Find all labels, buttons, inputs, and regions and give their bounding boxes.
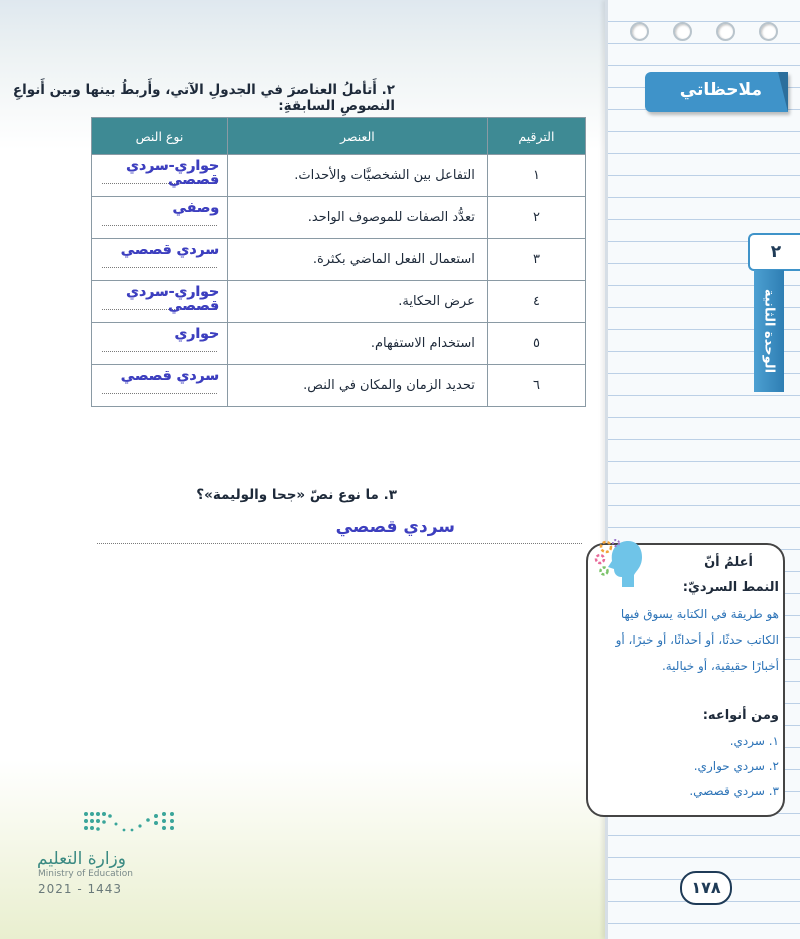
know-types-list — [689, 729, 779, 804]
answer-cell[interactable] — [92, 155, 228, 197]
binder-hole-icon — [673, 22, 692, 41]
know-types-heading: ومن أنواعه: — [702, 708, 779, 723]
ministry-name-english: Ministry of Education — [38, 869, 133, 879]
binder-hole-icon — [759, 22, 778, 41]
edition-year: 2021 - 1443 — [38, 882, 123, 896]
list-item: ٣. سردي قصصي. — [689, 784, 779, 798]
handwritten-answer: حواري — [174, 326, 219, 342]
handwritten-answer: وصفي — [172, 200, 219, 216]
header-type: نوع النص — [92, 118, 228, 155]
unit-side-tab — [754, 270, 784, 392]
binder-hole-icon — [630, 22, 649, 41]
table-row — [92, 197, 586, 239]
row-element: استخدام الاستفهام. — [227, 323, 487, 365]
unit-number: ٢ — [748, 233, 800, 271]
table-row — [92, 155, 586, 197]
table-row — [92, 323, 586, 365]
list-item: ٢. سردي حواري. — [693, 759, 779, 773]
table-row — [92, 365, 586, 407]
list-item: ١. سردي. — [729, 734, 779, 748]
thinking-head-icon — [594, 537, 644, 589]
binder-holes — [630, 22, 800, 41]
row-num: ٤ — [487, 281, 585, 323]
row-element: استعمال الفعل الماضي بكثرة. — [227, 239, 487, 281]
know-that-box — [586, 543, 785, 817]
header-num: الترقيم — [487, 118, 585, 155]
row-element: التفاعل بين الشخصيَّات والأحداث. — [227, 155, 487, 197]
ministry-logo-icon — [80, 808, 180, 838]
answer-cell[interactable] — [92, 323, 228, 365]
answer-cell[interactable] — [92, 365, 228, 407]
row-num: ٣ — [487, 239, 585, 281]
binder-hole-icon — [716, 22, 735, 41]
handwritten-answer: حواري-سردي قصصي — [126, 158, 219, 188]
elements-table — [91, 117, 586, 407]
row-element: تعدُّد الصفات للموصوف الواحد. — [227, 197, 487, 239]
row-num: ٢ — [487, 197, 585, 239]
row-element: عرض الحكاية. — [227, 281, 487, 323]
question-2-title: ٢. أَتأملُ العناصرَ في الجدولِ الآتي، وأَربطُ بينها وبين أَنواعِ النصوصِ السابقةِ: — [12, 82, 395, 114]
answer-dotted-line — [97, 543, 582, 544]
handwritten-answer: سردي قصصي — [120, 368, 219, 384]
handwritten-answer: حواري-سردي قصصي — [126, 284, 219, 314]
unit-side-label: الوحدة الثانية — [761, 288, 777, 374]
question-3-title: ٣. ما نوع نصّ «جحا والوليمة»؟ — [196, 487, 397, 503]
answer-cell[interactable] — [92, 197, 228, 239]
answer-cell[interactable] — [92, 239, 228, 281]
ministry-name-arabic: وزارة التعليم — [37, 849, 126, 869]
notes-tab-label: ملاحظاتي — [679, 80, 762, 100]
know-body: هو طريقة في الكتابة يسوق فيها الكاتب حدثًا، أو أحداثًا، أو خبرًا، أو أخبارًا حقيقية، أو خيالية. — [615, 607, 779, 673]
row-num: ٥ — [487, 323, 585, 365]
table-row — [92, 239, 586, 281]
page-number: ١٧٨ — [680, 871, 732, 905]
know-heading: النمط السرديّ: — [682, 580, 779, 595]
answer-cell[interactable] — [92, 281, 228, 323]
notes-tab — [645, 72, 788, 112]
question-3-answer[interactable]: سردي قصصي — [335, 517, 455, 537]
know-title: أعلمُ أنّ — [704, 555, 753, 570]
table-row — [92, 281, 586, 323]
handwritten-answer: سردي قصصي — [120, 242, 219, 258]
table-header-row — [92, 118, 586, 155]
row-num: ٦ — [487, 365, 585, 407]
row-num: ١ — [487, 155, 585, 197]
header-element: العنصر — [227, 118, 487, 155]
row-element: تحديد الزمان والمكان في النص. — [227, 365, 487, 407]
